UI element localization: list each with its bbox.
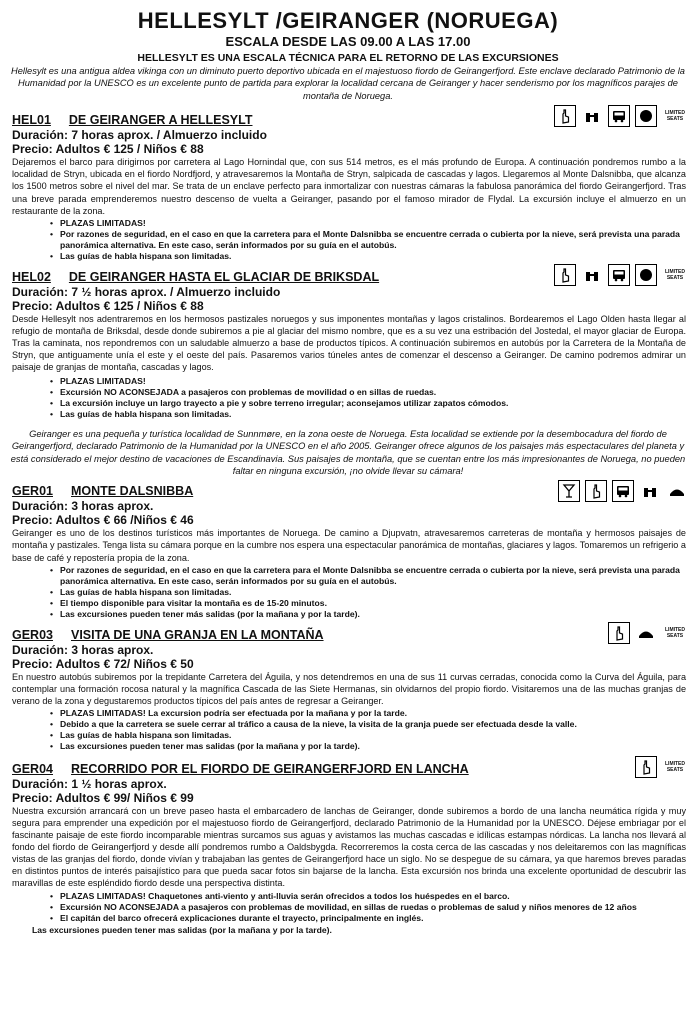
meal-icon [635, 264, 657, 286]
note-item: • El tiempo disponible para visitar la montaña es de 15-20 minutos. [60, 598, 686, 609]
notes-list [12, 891, 686, 924]
duration: Duración: 1 ½ horas aprox. [12, 776, 167, 791]
bus-icon [608, 105, 630, 127]
note-item: • Excursión NO ACONSEJADA a pasajeros con problemas de movilidad o en sillas de ruedas. [60, 387, 686, 398]
excursion-code: HEL02 [12, 269, 51, 284]
limited-seats-icon: LIMITED SEATS [665, 760, 685, 773]
note-item: • Las excursiones pueden tener más salidas (por la mañana y por la tarde). [60, 609, 686, 620]
note-item: • El capitán del barco ofrecerá explicaciones durante el trayecto, principalmente en inglés. [60, 913, 686, 924]
subtitle: HELLESYLT ES UNA ESCALA TÉCNICA PARA EL RETORNO DE LAS EXCURSIONES [137, 52, 559, 64]
icon-row [554, 105, 688, 127]
icon-row [558, 480, 688, 502]
limited-seats-icon: LIMITED SEATS [665, 110, 685, 123]
description: En nuestro autobús subiremos por la trepidante Carretera del Águila, y nos detendremos en una de sus 11 curvas cerradas, conocida como la Curva del Águila, para contemplar una formación rocosa natural y la magnífica Cascada de las Siete Hermanas, sin olvidarnos del propio fiordo. Visitaremos una de las muchas granjas de verano de la zona y degustaremos productos típicos del país antes de regresar a Geiranger. [12, 671, 686, 706]
note-item: • Excursión NO ACONSEJADA a pasajeros con problemas de movilidad, en sillas de ruedas o problemas de salud y niños menores de 12 años [60, 902, 686, 913]
duration: Duración: 7 ½ horas aprox. / Almuerzo incluido [12, 284, 281, 299]
note-item: • Debido a que la carretera se suele cerrar al tráfico a causa de la nieve, la visita de la granja puede ser efectuada desde la valle. [60, 719, 686, 730]
excursion-title: VISITA DE UNA GRANJA EN LA MONTAÑA [71, 627, 324, 642]
excursion-ger03 [0, 628, 696, 752]
excursion-title: DE GEIRANGER A HELLESYLT [68, 113, 253, 128]
excursion-ger04 [0, 762, 696, 936]
excursion-code: HEL01 [12, 113, 51, 128]
note-item: • PLAZAS LIMITADAS! Chaquetones anti-viento y anti-lluvia serán ofrecidos a todos los huéspedes en el barco. [60, 891, 686, 902]
limited-seats-icon: LIMITED SEATS [665, 268, 685, 281]
note-item: • Las guías de habla hispana son limitadas. [60, 251, 686, 262]
drink-icon [558, 480, 580, 502]
hand-icon [585, 480, 607, 502]
notes-list [12, 708, 686, 752]
duration: Duración: 7 horas aprox. / Almuerzo incluido [12, 128, 267, 143]
note-item: • PLAZAS LIMITADAS! [60, 218, 686, 229]
duration: Duración: 3 horas aprox. [12, 499, 154, 514]
geiranger-intro: Geiranger es una pequeña y turística localidad de Sunnmøre, en la zona oeste de Noruega. Esta localidad se extiende por la desembocadura del fiordo de Geirangerfjord, declarado Patrimonio de la Humanidad por la UNESCO en el año 2005. Geiranger ofrece algunos de los paisajes más espectaculares del planeta y está considerado el mejor destino de vacaciones de Escandinavia. Sus paisajes de montaña, que se cuentan entre los más impresionantes de Noruega, no pueden faltar en ninguna excursión, ¡no olvide llevar su cámara! [10, 429, 686, 477]
hand-icon [608, 622, 630, 644]
note-item: • Las excursiones pueden tener mas salidas (por la mañana y por la tarde). [60, 741, 686, 752]
note-item: • PLAZAS LIMITADAS! [60, 376, 686, 387]
excursion-code: GER04 [12, 761, 53, 776]
excursion-code: GER01 [12, 484, 53, 499]
icon-row [554, 264, 688, 286]
binoculars-icon [639, 480, 661, 502]
bus-icon [608, 264, 630, 286]
excursion-title: MONTE DALSNIBBA [71, 484, 194, 499]
price: Precio: Adultos € 125 / Niños € 88 [12, 142, 204, 157]
hand-icon [554, 105, 576, 127]
price: Precio: Adultos € 72/ Niños € 50 [12, 656, 194, 671]
excursion-title: RECORRIDO POR EL FIORDO DE GEIRANGERFJORD EN LANCHA [71, 761, 469, 776]
meal-icon [635, 105, 657, 127]
note-item: • Las guías de habla hispana son limitadas. [60, 587, 686, 598]
binoculars-icon [581, 264, 603, 286]
excursion-ger01 [0, 484, 696, 619]
excursion-code: GER03 [12, 627, 53, 642]
price: Precio: Adultos € 66 /Niños € 46 [12, 513, 194, 528]
price: Precio: Adultos € 99/ Niños € 99 [12, 790, 194, 805]
note-item: • PLAZAS LIMITADAS! La excursion podría ser efectuada por la mañana y por la tarde. [60, 708, 686, 719]
price: Precio: Adultos € 125 / Niños € 88 [12, 298, 204, 313]
notes-list [12, 218, 686, 262]
bus-icon [612, 480, 634, 502]
duration: Duración: 3 horas aprox. [12, 642, 154, 657]
icon-row [635, 756, 688, 778]
footer-note: Las excursiones pueden tener mas salidas (por la mañana y por la tarde). [32, 924, 332, 935]
excursion-hel02 [0, 270, 696, 420]
description: Nuestra excursión arrancará con un breve paseo hasta el embarcadero de lanchas de Geiranger, donde subiremos a bordo de una lancha neumática rígida y muy segura para emprender una expedición por el majestuoso fiordo de Geirangerfjord, declarado Patrimonio de la Humanidad por la UNESCO. Déjese embriagar por el fascinante paisaje de este fiordo incomparable mientras surcamos sus aguas y avistamos las muchas cascadas e idílicas estampas nórdicas. La lancha nos llevará al fondo del fiordo de Geirangerfjord y desde allí pondremos rumbo a Oaldsbygda. Recorreremos la costa cerca de las cascadas y nos deleitaremos con las magníficas vistas de las granjas del fiordo, donde vivían y trabajaban las gentes de Geirangerfjord hace un siglo. No se despegue de su cámara, ya que haremos breves paradas en distintos puntos de interés paisajístico para que pueda sacar fotos sin bajarse de la lancha. Esta excursión nos brinda una excelente oportunidad de descubrir las maravillas de este espléndido fiordo desde una perspectiva distinta. [12, 805, 686, 889]
excursion-title: DE GEIRANGER HASTA EL GLACIAR DE BRIKSDAL [68, 269, 380, 284]
pastry-icon [635, 622, 657, 644]
page-title: HELLESYLT /GEIRANGER (NORUEGA) [137, 8, 559, 33]
intro-text: Hellesylt es una antigua aldea vikinga con un diminuto puerto deportivo ubicada en el majestuoso fiordo de Geirangerfjord. Este enclave declarado Patrimonio de la Humanidad por la UNESCO es un excelente punto de partida para explorar la localidad cercana de Geiranger y hacer senderismo por los magníficos parajes de montaña de Noruega. [11, 66, 685, 101]
note-item: • La excursión incluye un largo trayecto a pie y sobre terreno irregular; aconsejamos utilizar zapatos cómodos. [60, 398, 686, 409]
note-item: • Las guías de habla hispana son limitadas. [60, 730, 686, 741]
description: Dejaremos el barco para dirigirnos por carretera al Lago Hornindal que, con sus 514 metros, es el más profundo de Europa. A continuación pondremos rumbo a la localidad de Stryn, ubicada en el fiordo Nordfjord, y atravesaremos la Montaña de Stryn, salpicada de cascadas y lagos. Llegaremos al Monte Dalsnibba, que alcanza los 1500 metros sobre el nivel del mar. Se trata de un enclave perfecto para inmortalizar con nuestras cámaras la fabulosa panorámica del fiordo Geirangerfjord. Tras una breve parada emprenderemos nuestro descenso de vuelta a Geiranger, pasando por el famoso mirador de Flydal. La excursión incluye el almuerzo en un restaurante de la zona. [12, 157, 686, 216]
icon-row [608, 622, 688, 644]
hand-icon [635, 756, 657, 778]
notes-list [12, 565, 686, 620]
schedule: ESCALA DESDE LAS 09.00 A LAS 17.00 [225, 34, 471, 49]
hand-icon [554, 264, 576, 286]
note-item: • Por razones de seguridad, en el caso en que la carretera para el Monte Dalsnibba se encuentre cerrada o cubierta por la nieve, será prevista una parada panorámica alternativa. En este caso, serán informados por su guía en el autobús. [60, 565, 686, 587]
description: Geiranger es uno de los destinos turísticos más importantes de Noruega. De camino a Djupvatn, atravesaremos carreteras de montaña y hermosos paisajes de montaña y pastizales. Tenga lista su cámara porque en la cumbre nos espera una espectacular panorámica de montañas, glaciares y lagos. Tomaremos un refrigerio a base de café y repostería propia de la zona. [12, 528, 686, 563]
notes-list [12, 376, 686, 420]
note-item: • Las guías de habla hispana son limitadas. [60, 409, 686, 420]
binoculars-icon [581, 105, 603, 127]
excursion-hel01 [0, 110, 696, 261]
note-item: • Por razones de seguridad, en el caso en que la carretera para el Monte Dalsnibba se encuentre cerrada o cubierta por la nieve, será prevista una parada panorámica alternativa. En este caso, serán informados por su guía en el autobús. [60, 229, 686, 251]
pastry-icon [666, 480, 688, 502]
description: Desde Hellesylt nos adentraremos en los hermosos pastizales noruegos y sus imponentes montañas y lagos cristalinos. Bordearemos el Lago Olden hasta llegar al refugio de montaña de Briksdal, desde donde subiremos a pie al glaciar del mismo nombre, que es a su vez una estribación del Jostedal, el mayor glaciar de Europa. Tras la caminata, nos repondremos con un saludable almuerzo a base de productos típicos. A continuación subiremos en autobús por la Carretera de la Montaña de Stryn, que antiguamente unía el este y el oeste del país. Pasaremos varios túneles antes de comenzar el descenso a Geiranger. De camino podremos admirar un paisaje de granjas de montaña, cascadas y lagos. [12, 313, 686, 373]
limited-seats-icon: LIMITED SEATS [665, 626, 685, 639]
